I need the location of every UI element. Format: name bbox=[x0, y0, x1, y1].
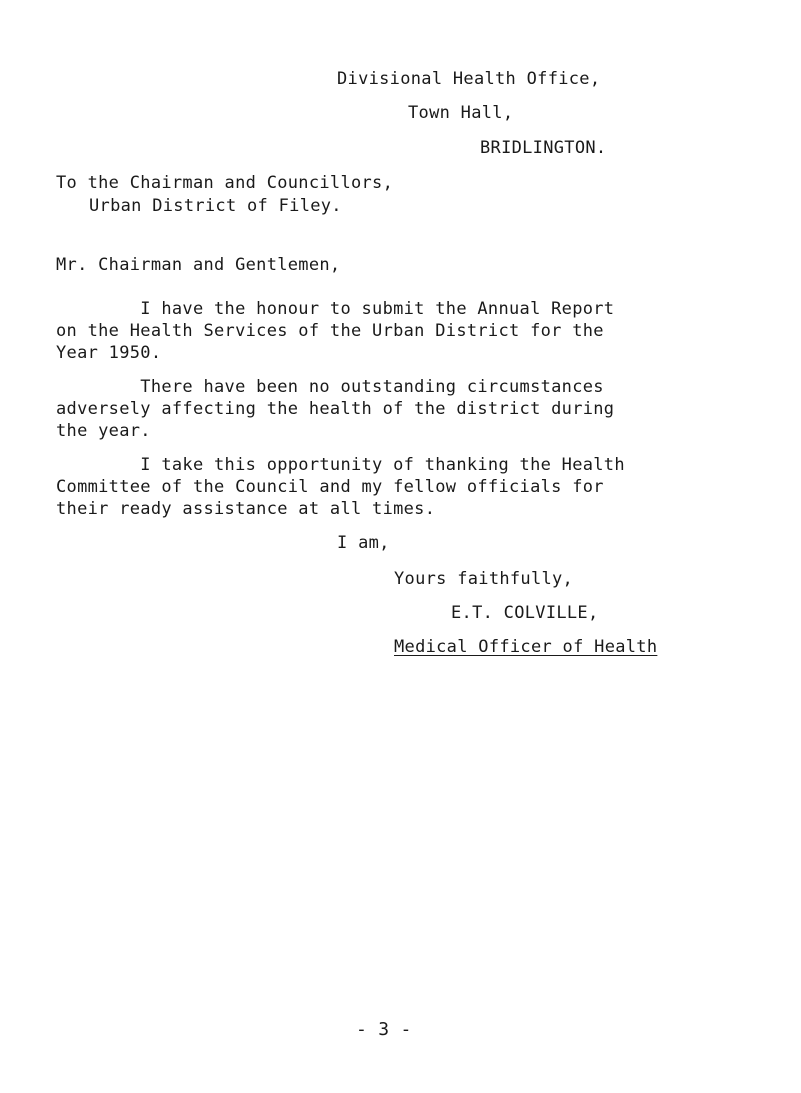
paragraph-1-line-3: Year 1950. bbox=[56, 343, 162, 363]
address-line-2: Town Hall, bbox=[408, 103, 514, 123]
signature-title: Medical Officer of Health bbox=[394, 637, 658, 657]
paragraph-2-line-1: There have been no outstanding circumstances bbox=[56, 377, 604, 397]
paragraph-3-line-1: I take this opportunity of thanking the Health bbox=[56, 455, 625, 475]
paragraph-1-line-1: I have the honour to submit the Annual Report bbox=[56, 299, 615, 319]
address-line-1: Divisional Health Office, bbox=[337, 69, 601, 89]
paragraph-2-line-3: the year. bbox=[56, 421, 151, 441]
paragraph-2-line-2: adversely affecting the health of the district during bbox=[56, 399, 615, 419]
closing-line-1: I am, bbox=[337, 533, 390, 553]
signature-name: E.T. COLVILLE, bbox=[451, 603, 599, 623]
paragraph-3-line-3: their ready assistance at all times. bbox=[56, 499, 436, 519]
paragraph-3-line-2: Committee of the Council and my fellow officials for bbox=[56, 477, 604, 497]
closing-line-2: Yours faithfully, bbox=[394, 569, 574, 589]
address-line-3: BRIDLINGTON. bbox=[480, 138, 607, 158]
recipient-line-1: To the Chairman and Councillors, bbox=[56, 173, 394, 193]
recipient-line-2: Urban District of Filey. bbox=[89, 196, 342, 216]
salutation: Mr. Chairman and Gentlemen, bbox=[56, 255, 341, 275]
page-number: - 3 - bbox=[356, 1019, 412, 1040]
paragraph-1-line-2: on the Health Services of the Urban District for the bbox=[56, 321, 604, 341]
